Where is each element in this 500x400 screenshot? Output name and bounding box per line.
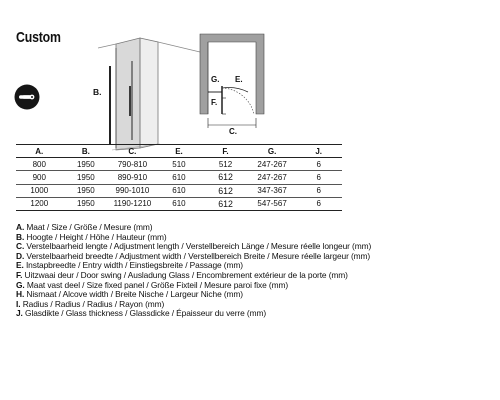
table-cell: 1950 xyxy=(63,171,110,184)
table-row xyxy=(16,197,342,210)
table-cell: 1950 xyxy=(63,158,110,171)
legend-key: C. xyxy=(16,241,25,252)
table-cell: 6 xyxy=(295,171,342,184)
page-title: Custom xyxy=(16,29,61,46)
shower-door-floor-plan xyxy=(192,30,284,135)
table-cell: 612 xyxy=(202,197,249,210)
table-cell: 1200 xyxy=(16,197,63,210)
legend-text: Nismaat / Alcove width / Breite Nische / Largeur Niche (mm) xyxy=(24,289,243,300)
legend-item xyxy=(16,309,496,319)
legend-key: J. xyxy=(16,308,23,319)
legend-key: G. xyxy=(16,279,25,290)
legend-key: D. xyxy=(16,250,25,261)
table-cell: 990-1010 xyxy=(109,184,156,197)
table-cell: 247-267 xyxy=(249,158,296,171)
column-header: J. xyxy=(295,145,342,158)
table-cell: 1950 xyxy=(63,184,110,197)
table-cell: 510 xyxy=(156,158,203,171)
column-header: E. xyxy=(156,145,203,158)
table-cell: 347-367 xyxy=(249,184,296,197)
legend-text: Instapbreedte / Entry width / Einstiegsbreite / Passage (mm) xyxy=(23,260,243,271)
legend-text: Verstelbaarheid lengte / Adjustment length / Verstellbereich Länge / Mesure réelle longeur (mm) xyxy=(24,241,372,252)
table-row xyxy=(16,184,342,197)
table-cell: 610 xyxy=(156,197,203,210)
table-header-row xyxy=(16,145,342,158)
table-row xyxy=(16,171,342,184)
table-cell: 247-267 xyxy=(249,171,296,184)
dimensions-table xyxy=(16,144,342,211)
legend-key: A. xyxy=(16,222,25,232)
column-header: G. xyxy=(249,145,296,158)
table-cell: 1950 xyxy=(63,197,110,210)
table-cell: 512 xyxy=(202,158,249,171)
legend-text: Glasdikte / Glass thickness / Glassdicke / Épaisseur du verre (mm) xyxy=(22,308,267,319)
legend-key: I. xyxy=(16,298,21,309)
column-header: B. xyxy=(63,145,110,158)
table-cell: 610 xyxy=(156,171,203,184)
legend-text: Maat vast deel / Size fixed panel / Größe Fixteil / Mesure paroi fixe (mm) xyxy=(24,279,289,290)
table-cell: 612 xyxy=(202,171,249,184)
dimension-label-b: B. xyxy=(93,87,102,97)
table-cell: 6 xyxy=(295,158,342,171)
table-cell: 1000 xyxy=(16,184,63,197)
table-cell: 800 xyxy=(16,158,63,171)
table-cell: 547-567 xyxy=(249,197,296,210)
column-header: C. xyxy=(109,145,156,158)
table-cell: 612 xyxy=(202,184,249,197)
door-handle-icon xyxy=(14,84,40,110)
table-cell: 790-810 xyxy=(109,158,156,171)
legend-text: Uitzwaai deur / Door swing / Ausladung Glass / Encombrement extérieur de la porte (mm) xyxy=(22,269,348,280)
legend-key: H. xyxy=(16,289,25,300)
legend-text: Radius / Radius / Radius / Rayon (mm) xyxy=(20,298,165,309)
legend-key: E. xyxy=(16,260,24,271)
column-header: A. xyxy=(16,145,63,158)
table-cell: 6 xyxy=(295,184,342,197)
table-row xyxy=(16,158,342,171)
dimension-label-f: F. xyxy=(211,98,218,107)
legend-text: Hoogte / Height / Höhe / Hauteur (mm) xyxy=(24,231,167,242)
dimension-label-c: C. xyxy=(229,127,237,135)
table-cell: 610 xyxy=(156,184,203,197)
legend-text: Verstelbaarheid breedte / Adjustment width / Verstellbereich Breite / Mesure réelle largeur (mm) xyxy=(24,250,371,261)
column-header: F. xyxy=(202,145,249,158)
table-cell: 1190-1210 xyxy=(109,197,156,210)
legend-key: B. xyxy=(16,231,25,242)
table-cell: 6 xyxy=(295,197,342,210)
table-cell: 890-910 xyxy=(109,171,156,184)
dimension-label-e: E. xyxy=(235,75,243,84)
dimension-legend xyxy=(16,223,496,319)
table-cell: 900 xyxy=(16,171,63,184)
legend-text: Maat / Size / Größe / Mesure (mm) xyxy=(24,222,153,232)
dimension-label-g: G. xyxy=(211,75,220,84)
legend-key: F. xyxy=(16,269,23,280)
